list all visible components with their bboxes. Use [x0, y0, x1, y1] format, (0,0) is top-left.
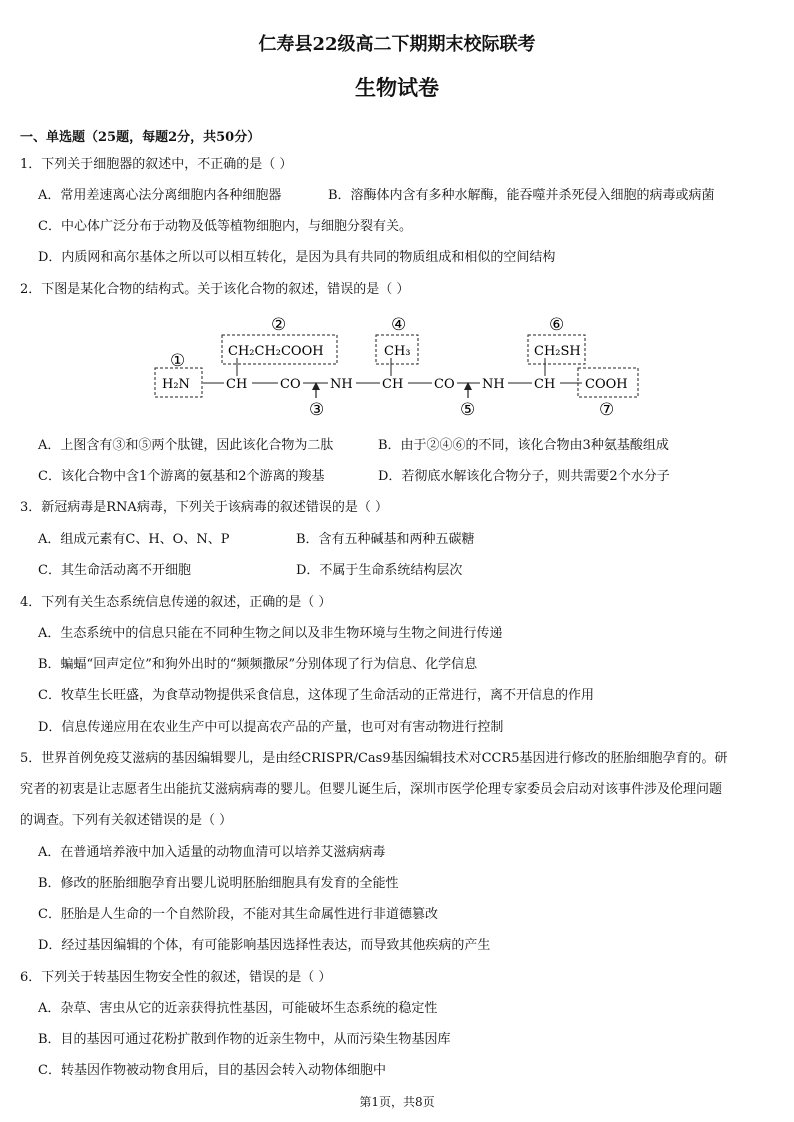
question-3-option-a: A．组成元素有C、H、O、N、P [38, 532, 230, 547]
question-5-stem-line-3: 的调查。下列有关叙述错误的是（ ） [20, 813, 233, 828]
question-5-stem-line-1: 5．世界首例免疫艾滋病的基因编辑婴儿，是由经CRISPR/Cas9基因编辑技术对CCR5基因进行修改的胚胎细胞孕育的。研 [20, 751, 728, 766]
exam-title: 仁寿县22级高二下期期末校际联考 [258, 34, 536, 55]
question-2-option-d: D．若彻底水解该化合物分子，则共需要2个水分子 [378, 469, 670, 484]
imino-2: NH [482, 377, 505, 392]
label-1: ① [170, 351, 186, 371]
imino-1: NH [330, 377, 353, 392]
question-5-stem-line-2: 究者的初衷是让志愿者生出能抗艾滋病病毒的婴儿。但婴儿诞生后，深圳市医学伦理专家委员会启动对该事件涉及伦理问题 [20, 782, 723, 797]
label-2: ② [271, 315, 287, 335]
amino-group-text: H₂N [162, 377, 190, 392]
label-4: ④ [391, 315, 407, 335]
question-3-option-d: D．不属于生命系统结构层次 [296, 563, 463, 578]
question-1-option-b: B．溶酶体内含有多种水解酶，能吞噬并杀死侵入细胞的病毒或病菌 [328, 188, 715, 203]
question-5-option-c: C．胚胎是人生命的一个自然阶段，不能对其生命属性进行非道德篡改 [38, 907, 438, 922]
question-6-stem: 6．下列关于转基因生物安全性的叙述，错误的是（ ） [20, 970, 332, 985]
r-group-4-text: CH₃ [384, 344, 411, 359]
question-4-option-b: B．蝙蝠“回声定位”和狗外出时的“频频撒尿”分别体现了行为信息、化学信息 [38, 657, 478, 672]
question-1-option-c: C．中心体广泛分布于动物及低等植物细胞内，与细胞分裂有关。 [38, 219, 412, 234]
question-5-option-d: D．经过基因编辑的个体，有可能影响基因选择性表达，而导致其他疾病的产生 [38, 938, 491, 953]
question-1-option-a: A．常用差速离心法分离细胞内各种细胞器 [38, 188, 282, 203]
question-1-stem: 1．下列关于细胞器的叙述中，不正确的是（ ） [20, 157, 293, 172]
question-6-option-b: B．目的基因可通过花粉扩散到作物的近亲生物中，从而污染生物基因库 [38, 1032, 451, 1047]
alpha-carbon-2: CH [382, 377, 404, 392]
section-heading: 一、单选题（25题，每题2分，共50分） [20, 130, 261, 145]
label-7: ⑦ [599, 400, 615, 420]
question-2-stem: 2．下图是某化合物的结构式。关于该化合物的叙述，错误的是（ ） [20, 282, 410, 297]
label-5: ⑤ [460, 400, 476, 420]
question-5-option-a: A．在普通培养液中加入适量的动物血清可以培养艾滋病病毒 [38, 845, 386, 860]
question-3-option-c: C．其生命活动离不开细胞 [38, 563, 191, 578]
question-2-option-c: C．该化合物中含1个游离的氨基和2个游离的羧基 [38, 469, 325, 484]
r-group-6-text: CH₂SH [534, 344, 581, 359]
alpha-carbon-1: CH [226, 377, 248, 392]
subject-title: 生物试卷 [355, 75, 439, 100]
question-2-option-a: A．上图含有③和⑤两个肽键，因此该化合物为二肽 [38, 438, 334, 453]
carbonyl-2: CO [434, 377, 455, 392]
question-1-option-d: D．内质网和高尔基体之所以可以相互转化，是因为具有共同的物质组成和相似的空间结构 [38, 250, 556, 265]
label-3: ③ [309, 400, 325, 420]
question-6-option-c: C．转基因作物被动物食用后，目的基因会转入动物体细胞中 [38, 1063, 386, 1078]
question-5-option-b: B．修改的胚胎细胞孕育出婴儿说明胚胎细胞具有发育的全能性 [38, 876, 399, 891]
question-4-stem: 4．下列有关生态系统信息传递的叙述，正确的是（ ） [20, 595, 332, 610]
question-4-option-a: A．生态系统中的信息只能在不同种生物之间以及非生物环境与生物之间进行传递 [38, 626, 503, 641]
carboxyl-group-text: COOH [585, 377, 628, 392]
question-2-option-b: B．由于②④⑥的不同，该化合物由3种氨基酸组成 [378, 438, 669, 453]
question-6-option-a: A．杂草、害虫从它的近亲获得抗性基因，可能破坏生态系统的稳定性 [38, 1001, 438, 1016]
question-4-option-c: C．牧草生长旺盛，为食草动物提供采食信息，这体现了生命活动的正常进行，离不开信息的作用 [38, 688, 594, 703]
question-3-stem: 3．新冠病毒是RNA病毒，下列关于该病毒的叙述错误的是（ ） [20, 500, 388, 515]
alpha-carbon-3: CH [534, 377, 556, 392]
carbonyl-1: CO [280, 377, 301, 392]
label-6: ⑥ [549, 315, 565, 335]
r-group-2-text: CH₂CH₂COOH [228, 344, 324, 359]
question-3-option-b: B．含有五种碱基和两种五碳糖 [296, 532, 475, 547]
structural-formula-figure [0, 300, 794, 430]
question-4-option-d: D．信息传递应用在农业生产中可以提高农产品的产量，也可对有害动物进行控制 [38, 720, 504, 735]
page-footer: 第1页，共8页 [359, 1095, 435, 1109]
